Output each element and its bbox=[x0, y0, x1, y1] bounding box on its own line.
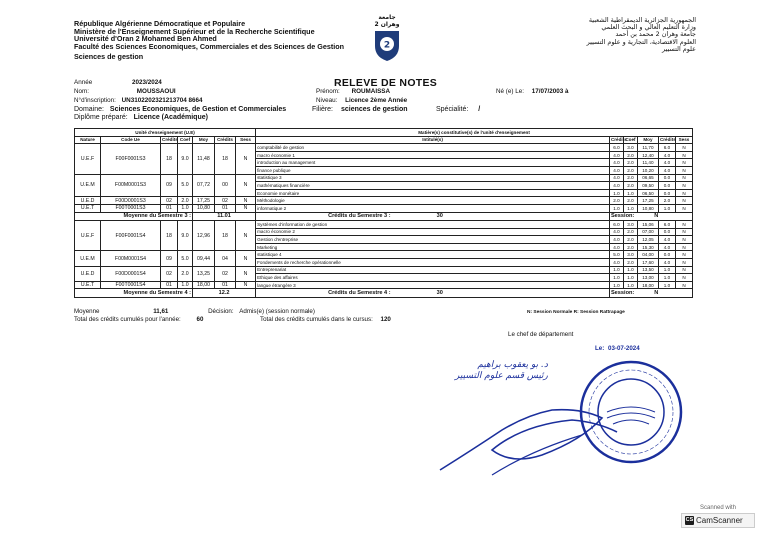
camscanner-badge bbox=[681, 513, 755, 528]
matiere-session: N bbox=[675, 182, 692, 190]
matiere-moy: 15,30 bbox=[637, 243, 658, 251]
matiere-coef: 2.0 bbox=[623, 228, 637, 236]
republic-line-ar: الجمهورية الجزائرية الديمقراطية الشعبية bbox=[588, 16, 696, 24]
matiere-session: N bbox=[675, 166, 692, 174]
col-nature: Nature bbox=[75, 136, 101, 144]
semester-credits-label: Crédits du Semestre 4 : bbox=[328, 290, 391, 297]
table-row bbox=[75, 144, 693, 152]
matiere-title: statistique 3 bbox=[256, 174, 610, 182]
matiere-moy: 10,80 bbox=[637, 204, 658, 212]
faculty-line-ar: العلوم الاقتصادية، التجارية و علوم التسيير bbox=[586, 37, 696, 46]
signature-text bbox=[455, 360, 548, 382]
matiere-credits-obtained: 4.0 bbox=[658, 151, 675, 159]
matiere-session: N bbox=[675, 189, 692, 197]
credits-cursus-label: Total des crédits cumulés dans le cursus: bbox=[260, 316, 373, 323]
matiere-credits-obtained: 0.0 bbox=[658, 228, 675, 236]
col-sess: Sess bbox=[236, 136, 256, 144]
matiere-credits: 2.0 bbox=[609, 197, 623, 205]
signature-date-value: 03-07-2024 bbox=[608, 345, 640, 352]
republic-line: République Algérienne Démocratique et Populaire bbox=[74, 19, 246, 28]
name-row bbox=[74, 88, 176, 95]
matiere-coef: 1.0 bbox=[623, 281, 637, 289]
matiere-title: Marketing bbox=[256, 243, 610, 251]
matiere-moy: 07,00 bbox=[637, 228, 658, 236]
matiere-credits: 6.0 bbox=[609, 221, 623, 229]
matiere-session: N bbox=[675, 174, 692, 182]
matiere-title: langue étrangère 3 bbox=[256, 281, 610, 289]
ue-credits-obtained: 00 bbox=[215, 174, 236, 197]
ue-nature: U.E.D bbox=[75, 266, 101, 281]
credits-year-value: 60 bbox=[196, 316, 204, 323]
semester-average-value: 12.2 bbox=[193, 289, 256, 298]
matiere-title: Systèmes d'information de gestion bbox=[256, 221, 610, 229]
credits-cursus-row bbox=[260, 316, 391, 323]
ue-credits: 01 bbox=[161, 281, 178, 289]
grades-table bbox=[74, 128, 693, 298]
matiere-session: N bbox=[675, 144, 692, 152]
matiere-credits: 1.0 bbox=[609, 274, 623, 282]
ue-session: N bbox=[236, 221, 256, 251]
matiere-title: Méthodologie bbox=[256, 197, 610, 205]
level-value: Licence 2ème Année bbox=[345, 97, 408, 104]
semester-summary-row bbox=[75, 212, 693, 221]
matiere-title: introduction au management bbox=[256, 159, 610, 167]
table-row bbox=[75, 197, 693, 205]
column-header-row bbox=[75, 136, 693, 144]
university-line: Université d'Oran 2 Mohamed Ben Ahmed bbox=[74, 34, 217, 44]
matiere-credits-obtained: 0.0 bbox=[658, 251, 675, 259]
ue-credits: 01 bbox=[161, 204, 178, 212]
ue-credits: 02 bbox=[161, 266, 178, 281]
signature-title: رئيس قسم علوم التسيير bbox=[455, 371, 548, 381]
domain-row bbox=[74, 106, 286, 113]
table-row bbox=[75, 281, 693, 289]
matiere-coef: 3.0 bbox=[623, 144, 637, 152]
matiere-credits: 4.0 bbox=[609, 182, 623, 190]
domain-value: Sciences Economiques, de Gestion et Commerciales bbox=[109, 106, 287, 113]
matiere-session: N bbox=[675, 243, 692, 251]
ue-session: N bbox=[236, 204, 256, 212]
matiere-coef: 3.0 bbox=[623, 221, 637, 229]
average-row bbox=[74, 308, 315, 315]
ue-nature: U.E.T bbox=[75, 281, 101, 289]
matiere-session: N bbox=[675, 151, 692, 159]
matiere-coef: 2.0 bbox=[623, 151, 637, 159]
matiere-coef: 2.0 bbox=[623, 259, 637, 267]
matiere-credits: 4.0 bbox=[609, 159, 623, 167]
signature-date-row bbox=[595, 345, 640, 352]
header-french bbox=[74, 20, 344, 61]
col-intitule: Intitulé(s) bbox=[256, 136, 610, 144]
camscanner-name: CamScanner bbox=[696, 516, 743, 525]
ue-session: N bbox=[236, 266, 256, 281]
matiere-credits-obtained: 2.0 bbox=[658, 197, 675, 205]
camscanner-watermark bbox=[681, 505, 755, 528]
ue-credits: 18 bbox=[161, 221, 178, 251]
matiere-title: Fondements de recherche opérationnelle bbox=[256, 259, 610, 267]
matiere-session: N bbox=[675, 266, 692, 274]
matiere-session: N bbox=[675, 197, 692, 205]
ue-moy: 12,96 bbox=[193, 221, 215, 251]
ue-session: N bbox=[236, 174, 256, 197]
department-line: Sciences de gestion bbox=[74, 52, 144, 62]
ue-moy: 13,25 bbox=[193, 266, 215, 281]
ue-nature: U.E.D bbox=[75, 197, 101, 205]
matiere-credits-obtained: 4.0 bbox=[658, 166, 675, 174]
ue-coef: 2.0 bbox=[178, 197, 193, 205]
ue-coef: 2.0 bbox=[178, 266, 193, 281]
matiere-credits-obtained: 1.0 bbox=[658, 266, 675, 274]
matiere-title: Entreprenariat bbox=[256, 266, 610, 274]
ue-credits-obtained: 04 bbox=[215, 251, 236, 266]
matiere-credits-obtained: 6.0 bbox=[658, 221, 675, 229]
ue-coef: 9.0 bbox=[178, 144, 193, 174]
matiere-session: N bbox=[675, 159, 692, 167]
specialite-value: / bbox=[478, 106, 481, 113]
ue-session: N bbox=[236, 197, 256, 205]
ue-coef: 1.0 bbox=[178, 204, 193, 212]
firstname-label: Prénom: bbox=[316, 88, 340, 95]
matiere-moy: 04,00 bbox=[637, 251, 658, 259]
ue-group-header: Unité d'enseignement (U.E) bbox=[75, 129, 256, 137]
ue-credits: 09 bbox=[161, 251, 178, 266]
matiere-credits-obtained: 0.0 bbox=[658, 189, 675, 197]
semester-average-label: Moyenne du Semestre 4 : bbox=[75, 289, 193, 298]
matiere-credits: 5.0 bbox=[609, 251, 623, 259]
matiere-credits: 4.0 bbox=[609, 259, 623, 267]
table-row bbox=[75, 204, 693, 212]
matiere-moy: 18,00 bbox=[637, 281, 658, 289]
year-row bbox=[74, 79, 162, 86]
matiere-title: Ethique des affaires bbox=[256, 274, 610, 282]
ue-moy: 18,00 bbox=[193, 281, 215, 289]
ue-credits: 02 bbox=[161, 197, 178, 205]
domain-label: Domaine: bbox=[74, 106, 104, 113]
matiere-moy: 17,25 bbox=[637, 197, 658, 205]
matiere-coef: 2.0 bbox=[623, 182, 637, 190]
table-row bbox=[75, 221, 693, 229]
matiere-title: macro économie 2 bbox=[256, 228, 610, 236]
matiere-title: comptabilité de gestion bbox=[256, 144, 610, 152]
camscanner-logo-icon: CS bbox=[685, 517, 694, 523]
ue-credits-obtained: 18 bbox=[215, 144, 236, 174]
matiere-coef: 1.0 bbox=[623, 189, 637, 197]
matiere-coef: 2.0 bbox=[623, 166, 637, 174]
matiere-credits-obtained: 1.0 bbox=[658, 281, 675, 289]
name-value: MOUSSAOUI bbox=[136, 88, 176, 95]
matiere-coef: 1.0 bbox=[623, 266, 637, 274]
ue-moy: 07,72 bbox=[193, 174, 215, 197]
credits-year-label: Total des crédits cumulés pour l'année: bbox=[74, 316, 181, 323]
matiere-credits: 4.0 bbox=[609, 228, 623, 236]
inscription-value: UN3102202321213704 8664 bbox=[121, 97, 203, 104]
ue-code: F00D0001S3 bbox=[101, 197, 161, 205]
matiere-moy: 13,50 bbox=[637, 266, 658, 274]
table-row bbox=[75, 266, 693, 274]
matiere-session: N bbox=[675, 204, 692, 212]
matiere-session: N bbox=[675, 221, 692, 229]
decision-value: Admis(e) (session normale) bbox=[239, 308, 315, 315]
shield-icon bbox=[372, 28, 402, 62]
matiere-moy: 12,05 bbox=[637, 236, 658, 244]
matiere-session: N bbox=[675, 274, 692, 282]
specialite-row bbox=[436, 106, 480, 113]
credits-year-row bbox=[74, 316, 203, 323]
matiere-coef: 2.0 bbox=[623, 236, 637, 244]
svg-text:2: 2 bbox=[383, 40, 391, 51]
ue-credits-obtained: 18 bbox=[215, 221, 236, 251]
department-line-ar: علوم التسيير bbox=[662, 44, 696, 53]
semester-credits-cell bbox=[256, 212, 610, 221]
ue-credits-obtained: 02 bbox=[215, 197, 236, 205]
ministry-line: Ministère de l'Enseignement Supérieur et de la Recherche Scientifique bbox=[74, 26, 315, 36]
name-label: Nom: bbox=[74, 88, 90, 95]
ue-code: F00T0001S3 bbox=[101, 204, 161, 212]
scanned-with-label: Scanned with bbox=[699, 505, 737, 511]
matiere-credits: 1.0 bbox=[609, 266, 623, 274]
ue-nature: U.E.F bbox=[75, 144, 101, 174]
official-stamp bbox=[577, 358, 685, 466]
ue-session: N bbox=[236, 251, 256, 266]
matiere-credits-obtained: 1.0 bbox=[658, 204, 675, 212]
semester-average-value: 11.01 bbox=[193, 212, 256, 221]
ue-credits-obtained: 01 bbox=[215, 204, 236, 212]
ue-nature: U.E.F bbox=[75, 221, 101, 251]
ue-credits: 09 bbox=[161, 174, 178, 197]
matiere-coef: 1.0 bbox=[623, 274, 637, 282]
col-mat-coef: Coef bbox=[625, 137, 636, 143]
ue-code: F00M0001S4 bbox=[101, 251, 161, 266]
col-mat-credits-obt: Crédits bbox=[659, 137, 676, 143]
matiere-coef: 1.0 bbox=[623, 204, 637, 212]
matiere-credits: 1.0 bbox=[609, 189, 623, 197]
matiere-coef: 2.0 bbox=[623, 159, 637, 167]
table-row bbox=[75, 174, 693, 182]
signature-name: د. بو يعقوب براهيم bbox=[477, 360, 548, 370]
department-head: Le chef de département bbox=[508, 331, 574, 338]
faculty-line: Faculté des Sciences Economiques, Commerciales et des Sciences de Gestion bbox=[74, 41, 345, 51]
matiere-credits: 1.0 bbox=[609, 204, 623, 212]
level-label: Niveau: bbox=[316, 97, 338, 104]
matiere-title: statistique 4 bbox=[256, 251, 610, 259]
matiere-moy: 09,50 bbox=[637, 182, 658, 190]
specialite-label: Spécialité: bbox=[436, 106, 469, 113]
matiere-coef: 3.0 bbox=[623, 251, 637, 259]
matiere-moy: 06,65 bbox=[637, 174, 658, 182]
matiere-moy: 17,60 bbox=[637, 259, 658, 267]
semester-credits-value: 30 bbox=[436, 213, 443, 220]
matiere-moy: 15,06 bbox=[637, 221, 658, 229]
ue-coef: 5.0 bbox=[178, 174, 193, 197]
matiere-credits: 1.0 bbox=[609, 281, 623, 289]
inscription-label: N°d'inscription: bbox=[74, 97, 116, 104]
matiere-title: informatique 2 bbox=[256, 204, 610, 212]
ue-moy: 09,44 bbox=[193, 251, 215, 266]
ue-nature: U.E.T bbox=[75, 204, 101, 212]
matiere-moy: 13,00 bbox=[637, 274, 658, 282]
semester-average-label: Moyenne du Semestre 3 : bbox=[75, 212, 193, 221]
matiere-title: finance publique bbox=[256, 166, 610, 174]
matiere-session: N bbox=[675, 228, 692, 236]
matiere-coef: 2.0 bbox=[623, 243, 637, 251]
inscription-row bbox=[74, 97, 203, 104]
ue-code: F00D0001S4 bbox=[101, 266, 161, 281]
semester-session-label: Session: bbox=[610, 290, 635, 297]
matiere-moy: 10,20 bbox=[637, 166, 658, 174]
semester-credits-label: Crédits du Semestre 3 : bbox=[328, 213, 391, 220]
logo-caption: جامعة وهران 2 bbox=[374, 14, 400, 28]
matiere-credits-obtained: 6.0 bbox=[658, 144, 675, 152]
col-credits: Crédits bbox=[162, 137, 178, 143]
matiere-credits: 4.0 bbox=[609, 236, 623, 244]
col-moy: Moy bbox=[193, 136, 215, 144]
col-mat-credits: Crédits bbox=[610, 137, 627, 143]
ue-credits: 18 bbox=[161, 144, 178, 174]
ue-credits-obtained: 01 bbox=[215, 281, 236, 289]
matiere-session: N bbox=[675, 259, 692, 267]
birth-value: 17/07/2003 à bbox=[531, 88, 569, 95]
matiere-credits-obtained: 4.0 bbox=[658, 259, 675, 267]
col-credits-obt: Crédits bbox=[215, 136, 236, 144]
semester-session-cell bbox=[609, 212, 692, 221]
col-coef: Coef bbox=[178, 136, 193, 144]
matiere-credits-obtained: 4.0 bbox=[658, 159, 675, 167]
university-line-ar: جامعة وهران 2 محمد بن أحمد bbox=[615, 30, 696, 39]
year-value: 2023/2024 bbox=[131, 79, 162, 86]
ue-code: F00T0001S4 bbox=[101, 281, 161, 289]
semester-credits-value: 30 bbox=[436, 290, 443, 297]
matiere-moy: 11,40 bbox=[637, 159, 658, 167]
ue-moy: 17,25 bbox=[193, 197, 215, 205]
semester-session-value: N bbox=[654, 213, 659, 220]
signature-date-label: Le: bbox=[595, 345, 605, 352]
decision-label: Décision: bbox=[208, 308, 234, 315]
matiere-title: macro économie 1 bbox=[256, 151, 610, 159]
matiere-credits-obtained: 0.0 bbox=[658, 174, 675, 182]
ue-nature: U.E.M bbox=[75, 251, 101, 266]
table-row bbox=[75, 251, 693, 259]
level-row bbox=[316, 97, 407, 104]
average-label: Moyenne bbox=[74, 308, 100, 315]
matiere-moy: 06,50 bbox=[637, 189, 658, 197]
firstname-value: ROUMAISSA bbox=[351, 88, 391, 95]
grades-body bbox=[75, 144, 693, 298]
matiere-coef: 2.0 bbox=[623, 174, 637, 182]
col-mat-moy: Moy bbox=[637, 136, 658, 144]
matiere-session: N bbox=[675, 251, 692, 259]
semester-session-value: N bbox=[654, 290, 659, 297]
col-code: Code Ue bbox=[101, 136, 161, 144]
matiere-credits: 6.0 bbox=[609, 144, 623, 152]
matiere-group-header: Matière(s) constitutive(s) de l'unité d'enseignement bbox=[256, 129, 693, 137]
ue-code: F00F0001S3 bbox=[101, 144, 161, 174]
ue-moy: 10,80 bbox=[193, 204, 215, 212]
header-arabic bbox=[587, 17, 696, 53]
birth-label: Né (e) Le: bbox=[496, 88, 524, 95]
col-mat-sess: Sess bbox=[675, 136, 692, 144]
semester-session-label: Session: bbox=[610, 213, 635, 220]
matiere-credits: 4.0 bbox=[609, 166, 623, 174]
university-logo bbox=[368, 14, 406, 62]
session-legend: N: Session Normale R: Session Rattrapage bbox=[527, 310, 625, 315]
ue-code: F00F0001S4 bbox=[101, 221, 161, 251]
matiere-credits-obtained: 4.0 bbox=[658, 243, 675, 251]
matiere-credits: 4.0 bbox=[609, 243, 623, 251]
filiere-label: Filière: bbox=[312, 106, 334, 113]
matiere-credits-obtained: 1.0 bbox=[658, 274, 675, 282]
birth-row bbox=[496, 88, 569, 95]
diploma-value: Licence (Académique) bbox=[133, 114, 208, 121]
ue-session: N bbox=[236, 281, 256, 289]
credits-cursus-value: 120 bbox=[380, 316, 391, 323]
ue-coef: 1.0 bbox=[178, 281, 193, 289]
firstname-row bbox=[316, 88, 390, 95]
matiere-title: Gestion d'entreprise bbox=[256, 236, 610, 244]
filiere-value: sciences de gestion bbox=[340, 106, 408, 113]
ue-moy: 11,48 bbox=[193, 144, 215, 174]
filiere-row bbox=[312, 106, 408, 113]
matiere-credits-obtained: 4.0 bbox=[658, 236, 675, 244]
matiere-session: N bbox=[675, 236, 692, 244]
matiere-session: N bbox=[675, 281, 692, 289]
matiere-moy: 12,40 bbox=[637, 151, 658, 159]
ue-code: F00M0001S3 bbox=[101, 174, 161, 197]
diploma-label: Diplôme préparé: bbox=[74, 114, 128, 121]
matiere-credits-obtained: 0.0 bbox=[658, 182, 675, 190]
ue-nature: U.E.M bbox=[75, 174, 101, 197]
matiere-moy: 11,70 bbox=[637, 144, 658, 152]
average-value: 11,61 bbox=[153, 308, 169, 315]
semester-summary-row bbox=[75, 289, 693, 298]
matiere-credits: 4.0 bbox=[609, 174, 623, 182]
document-title: RELEVE DE NOTES bbox=[334, 77, 438, 89]
matiere-title: mathématiques financière bbox=[256, 182, 610, 190]
diploma-row bbox=[74, 114, 208, 121]
semester-credits-cell bbox=[256, 289, 610, 298]
semester-session-cell bbox=[609, 289, 692, 298]
ue-session: N bbox=[236, 144, 256, 174]
ue-coef: 5.0 bbox=[178, 251, 193, 266]
matiere-title: Economie monétaire bbox=[256, 189, 610, 197]
year-label: Année bbox=[74, 79, 93, 86]
matiere-credits: 4.0 bbox=[609, 151, 623, 159]
ministry-line-ar: وزارة التعليم العالي و البحث العلمي bbox=[601, 23, 696, 32]
ue-credits-obtained: 02 bbox=[215, 266, 236, 281]
matiere-coef: 2.0 bbox=[623, 197, 637, 205]
ue-coef: 9.0 bbox=[178, 221, 193, 251]
